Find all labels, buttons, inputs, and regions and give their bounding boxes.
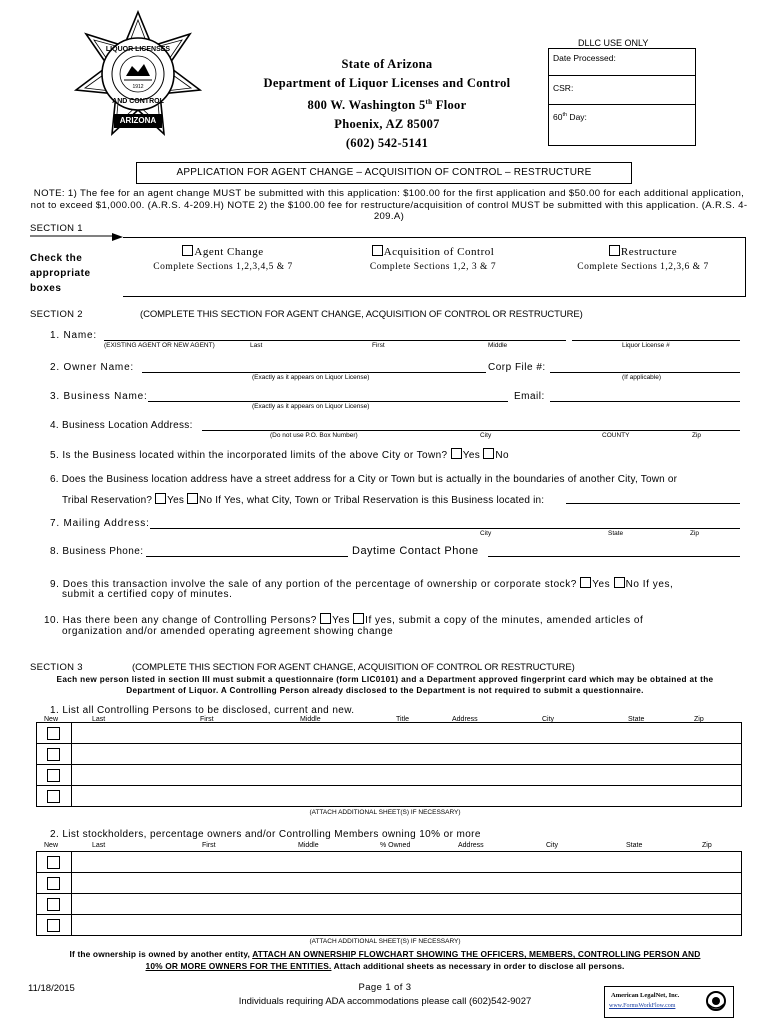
- q3-label: 3. Business Name:: [50, 391, 148, 402]
- form-title: [136, 162, 632, 184]
- footer-date: 11/18/2015: [28, 983, 75, 994]
- table-cell[interactable]: [72, 765, 742, 786]
- controlling-persons-table: [36, 722, 742, 807]
- agency-city: Phoenix, AZ 85007: [334, 117, 440, 132]
- attach-note-2: (ATTACH ADDITIONAL SHEET(S) IF NECESSARY): [309, 938, 461, 945]
- table-cell[interactable]: [72, 852, 742, 873]
- csr-field[interactable]: CSR:: [553, 83, 574, 93]
- q3-sub: (Exactly as it appears on Liquor License): [252, 403, 370, 410]
- table-cell[interactable]: [72, 915, 742, 936]
- q2-sub: (Exactly as it appears on Liquor License): [252, 374, 370, 381]
- table-row: [37, 765, 742, 786]
- q2-owner-field[interactable]: [142, 372, 486, 373]
- q4-sub: (Do not use P.O. Box Number): [270, 432, 358, 439]
- seal-year: 1912: [132, 84, 144, 90]
- q7-mailing-field[interactable]: [150, 528, 740, 529]
- table-row: [37, 894, 742, 915]
- globe-logo-icon: [705, 990, 727, 1012]
- q1-sub-last: Last: [250, 342, 263, 349]
- q3-email-label: Email:: [514, 391, 545, 402]
- q5-no-checkbox[interactable]: [483, 448, 494, 459]
- table-row: [37, 786, 742, 807]
- section-2-heading: (COMPLETE THIS SECTION FOR AGENT CHANGE, ACQUISITION OF CONTROL OR RESTRUCTURE): [140, 309, 583, 320]
- q2-corp-field[interactable]: [550, 372, 740, 373]
- q8-label: 8. Business Phone:: [50, 546, 144, 557]
- q10-line2: organization and/or amended operating agreement showing change: [62, 626, 394, 637]
- q1-label: 1. Name:: [50, 330, 97, 341]
- q3-business-field[interactable]: [148, 401, 508, 402]
- q5-yes-checkbox[interactable]: [451, 448, 462, 459]
- q4-sub-city: City: [480, 432, 492, 439]
- q1-license-field[interactable]: [572, 340, 740, 341]
- q1-name-field[interactable]: [104, 340, 566, 341]
- agency-street: 800 W. Washington 5th Floor: [307, 98, 467, 113]
- footer-ada: Individuals requiring ADA accommodations please call (602)542-9027: [238, 996, 532, 1007]
- q8-daytime-field[interactable]: [488, 556, 740, 557]
- q4-sub-zip: Zip: [692, 432, 702, 439]
- section-3-heading: (COMPLETE THIS SECTION FOR AGENT CHANGE, ACQUISITION OF CONTROL OR RESTRUCTURE): [132, 662, 575, 673]
- table-cell[interactable]: [72, 786, 742, 807]
- attach-note-1: (ATTACH ADDITIONAL SHEET(S) IF NECESSARY): [309, 809, 461, 816]
- stockholders-table: [36, 851, 742, 936]
- seal-text-top: LIQUOR LICENSES: [105, 46, 171, 53]
- new-checkbox[interactable]: [47, 877, 60, 890]
- table-cell[interactable]: [72, 723, 742, 744]
- option-acquisition-of-control[interactable]: Acquisition of Control Complete Sections 1,2, 3 & 7: [369, 246, 497, 272]
- agent-change-checkbox[interactable]: [182, 245, 193, 256]
- q5-row: 5. Is the Business located within the incorporated limits of the above City or Town? Yes No: [50, 450, 509, 461]
- new-checkbox[interactable]: [47, 856, 60, 869]
- footer-brand: American LegalNet, Inc.: [611, 992, 680, 999]
- q1-sub-agent: (EXISTING AGENT OR NEW AGENT): [104, 342, 215, 349]
- q10-no-checkbox[interactable]: [353, 613, 364, 624]
- q1-sub-license: Liquor License #: [622, 342, 670, 349]
- acquisition-checkbox[interactable]: [372, 245, 383, 256]
- restructure-checkbox[interactable]: [609, 245, 620, 256]
- section-1-box: [123, 237, 746, 297]
- footer-page: Page 1 of 3: [358, 982, 412, 993]
- agency-header: [232, 55, 542, 153]
- divider: [549, 75, 695, 76]
- q5-label: 5. Is the Business located within the incorporated limits of the above City or Town?: [50, 450, 448, 461]
- q6-row2: Tribal Reservation? Yes No If Yes, what City, Town or Tribal Reservation is this Business located in:: [62, 495, 545, 506]
- q6-label: 6. Does the Business location address have a street address for a City or Town but is actually in the boundaries of another City, Town or: [50, 474, 678, 485]
- table-cell[interactable]: [72, 894, 742, 915]
- form-title-text: APPLICATION FOR AGENT CHANGE – ACQUISITION OF CONTROL – RESTRUCTURE: [176, 167, 592, 178]
- list-1-title: 1. List all Controlling Persons to be disclosed, current and new.: [50, 705, 355, 716]
- q7-sub-zip: Zip: [690, 530, 700, 537]
- q4-address-field[interactable]: [202, 430, 740, 431]
- dllc-use-only-box: [548, 48, 696, 146]
- section-1-instruction: Check the appropriate boxes: [30, 253, 91, 294]
- fee-note: NOTE: 1) The fee for an agent change MUST be submitted with this application: $100.00 for the first application and $50.00 for each additional application, not to exceed $1,000.00. (A.R.S. 4-209.H) NOTE 2) the $100.00 fee for restructure/acquisition of control MUST be submitted with this application. (A.R.S. 4-209.A): [30, 188, 748, 222]
- new-checkbox[interactable]: [47, 727, 60, 740]
- q7-label: 7. Mailing Address:: [50, 518, 150, 529]
- q2-sub-applicable: (If applicable): [622, 374, 662, 381]
- day-60-field[interactable]: 60th Day:: [553, 112, 587, 122]
- new-checkbox[interactable]: [47, 898, 60, 911]
- section-3-intro: Each new person listed in section III must submit a questionnaire (form LIC0101) and a Department approved fingerprint card which may be obtained at the Department of Liquor. A Controlling Person already disclosed to the Department is not required to submit a questionnaire.: [56, 675, 714, 695]
- section-1-arrow: [28, 232, 124, 252]
- q6-city-field[interactable]: [566, 503, 740, 504]
- table-row: [37, 873, 742, 894]
- option-restructure[interactable]: Restructure Complete Sections 1,2,3,6 & 7: [577, 246, 709, 272]
- seal-text-state: ARIZONA: [119, 116, 157, 125]
- section-1-label: SECTION 1: [30, 223, 83, 234]
- table-row: [37, 915, 742, 936]
- q7-sub-city: City: [480, 530, 492, 537]
- q9-no-checkbox[interactable]: [614, 577, 625, 588]
- seal-text-bottom: AND CONTROL: [112, 98, 164, 105]
- q10-row: 10. Has there been any change of Controlling Persons? Yes If yes, submit a copy of the minutes, amended articles of: [44, 615, 644, 626]
- section-3-label: SECTION 3: [30, 662, 83, 673]
- dllc-use-only-title: DLLC USE ONLY: [578, 38, 649, 48]
- new-checkbox[interactable]: [47, 748, 60, 761]
- list-2-title: 2. List stockholders, percentage owners and/or Controlling Members owning 10% or more: [50, 829, 481, 840]
- section-2-label: SECTION 2: [30, 309, 83, 320]
- q3-email-field[interactable]: [550, 401, 740, 402]
- q2-label: 2. Owner Name:: [50, 362, 135, 373]
- table-row: [37, 723, 742, 744]
- q6-no-checkbox[interactable]: [187, 493, 198, 504]
- department-name: Department of Liquor Licenses and Control: [263, 76, 511, 90]
- divider: [549, 104, 695, 105]
- q4-sub-county: COUNTY: [602, 432, 630, 439]
- q2-corp-label: Corp File #:: [488, 362, 546, 373]
- footer-url: www.FormsWorkFlow.com: [609, 1003, 676, 1009]
- agency-name: State of Arizona: [341, 57, 433, 71]
- list-1-header: New Last First Middle Title Address City State Zip: [44, 716, 704, 723]
- list-2-header: New Last First Middle % Owned Address City State Zip: [44, 842, 712, 849]
- new-checkbox[interactable]: [47, 769, 60, 782]
- table-cell[interactable]: [72, 873, 742, 894]
- q9-line2: submit a certified copy of minutes.: [62, 589, 233, 600]
- table-row: [37, 852, 742, 873]
- new-checkbox[interactable]: [47, 790, 60, 803]
- option-agent-change[interactable]: Agent Change Complete Sections 1,2,3,4,5 & 7: [153, 246, 293, 272]
- q8-phone-field[interactable]: [146, 556, 348, 557]
- new-checkbox[interactable]: [47, 919, 60, 932]
- table-cell[interactable]: [72, 744, 742, 765]
- q8-daytime-label: Daytime Contact Phone: [352, 545, 479, 557]
- date-processed-field[interactable]: Date Processed:: [553, 53, 616, 63]
- ownership-note: If the ownership is owned by another entity, ATTACH AN OWNERSHIP FLOWCHART SHOWING THE OFFICERS, MEMBERS, CONTROLLING PERSON AND 10% OR MORE OWNERS FOR THE ENTITIES. Attach additional sheets as necessary in order to disclose all persons.: [69, 949, 701, 971]
- agency-seal: [72, 10, 204, 138]
- q1-sub-first: First: [372, 342, 385, 349]
- q10-yes-checkbox[interactable]: [320, 613, 331, 624]
- q7-sub-state: State: [608, 530, 624, 537]
- table-row: [37, 744, 742, 765]
- q9-yes-checkbox[interactable]: [580, 577, 591, 588]
- q1-sub-middle: Middle: [488, 342, 508, 349]
- q4-label: 4. Business Location Address:: [50, 420, 193, 431]
- q9-row: 9. Does this transaction involve the sale of any portion of the percentage of ownership or corporate stock? Yes No If yes,: [50, 579, 674, 590]
- footer-brand-box: [604, 986, 734, 1018]
- agency-phone: (602) 542-5141: [345, 136, 429, 151]
- q6-yes-checkbox[interactable]: [155, 493, 166, 504]
